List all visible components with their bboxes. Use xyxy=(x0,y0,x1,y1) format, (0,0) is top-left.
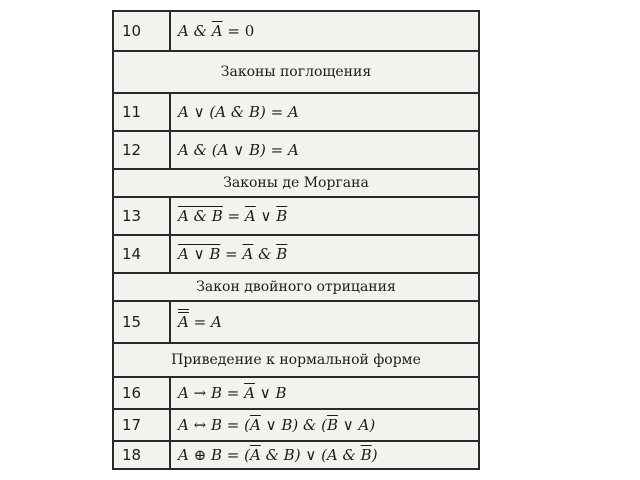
formula: A → B = $\overline{A}$ ∨ B xyxy=(178,384,287,402)
row-number: 13 xyxy=(114,198,171,234)
row-number: 17 xyxy=(114,410,171,440)
formula: A ∨ (A & B) = A xyxy=(178,103,299,121)
table-row xyxy=(114,410,478,442)
table-row xyxy=(114,198,478,236)
formula: A ⊕ B = ( $\overline{A}$ & B) ∨ (A & $\overline{B}$ ) xyxy=(178,446,378,464)
table-row xyxy=(114,442,478,468)
row-number: 16 xyxy=(114,378,171,408)
row-number: 14 xyxy=(114,236,171,272)
formula: A & B = $\overline{A}$ ∨ $\overline{B}$ xyxy=(178,207,288,225)
section-heading: Законы поглощения xyxy=(220,64,372,80)
section-heading: Приведение к нормальной форме xyxy=(171,352,421,368)
table-row xyxy=(114,132,478,170)
formula: A ↔ B = ( $\overline{A}$ ∨ B) & ( $\overline{B}$ ∨ A) xyxy=(178,416,376,434)
section-heading: Закон двойного отрицания xyxy=(196,279,396,295)
row-number: 15 xyxy=(114,302,171,342)
section-heading: Законы де Моргана xyxy=(223,175,369,191)
table-row xyxy=(114,12,478,52)
row-number: 10 xyxy=(114,12,171,50)
section-heading-row xyxy=(114,344,478,378)
formula: A & $\overline{A}$ = 0 xyxy=(178,22,255,40)
section-heading-row xyxy=(114,274,478,302)
row-number: 18 xyxy=(114,442,171,468)
section-heading-row xyxy=(114,52,478,94)
table-row xyxy=(114,378,478,410)
table-row xyxy=(114,94,478,132)
table-row xyxy=(114,236,478,274)
section-heading-row xyxy=(114,170,478,198)
formula: A & (A ∨ B) = A xyxy=(178,141,299,159)
row-number: 11 xyxy=(114,94,171,130)
table-row xyxy=(114,302,478,344)
formula: A ∨ B = $\overline{A}$ & $\overline{B}$ xyxy=(178,245,288,263)
row-number: 12 xyxy=(114,132,171,168)
formula: $\overline{A}$ = A xyxy=(178,302,478,342)
table-page xyxy=(112,10,480,470)
